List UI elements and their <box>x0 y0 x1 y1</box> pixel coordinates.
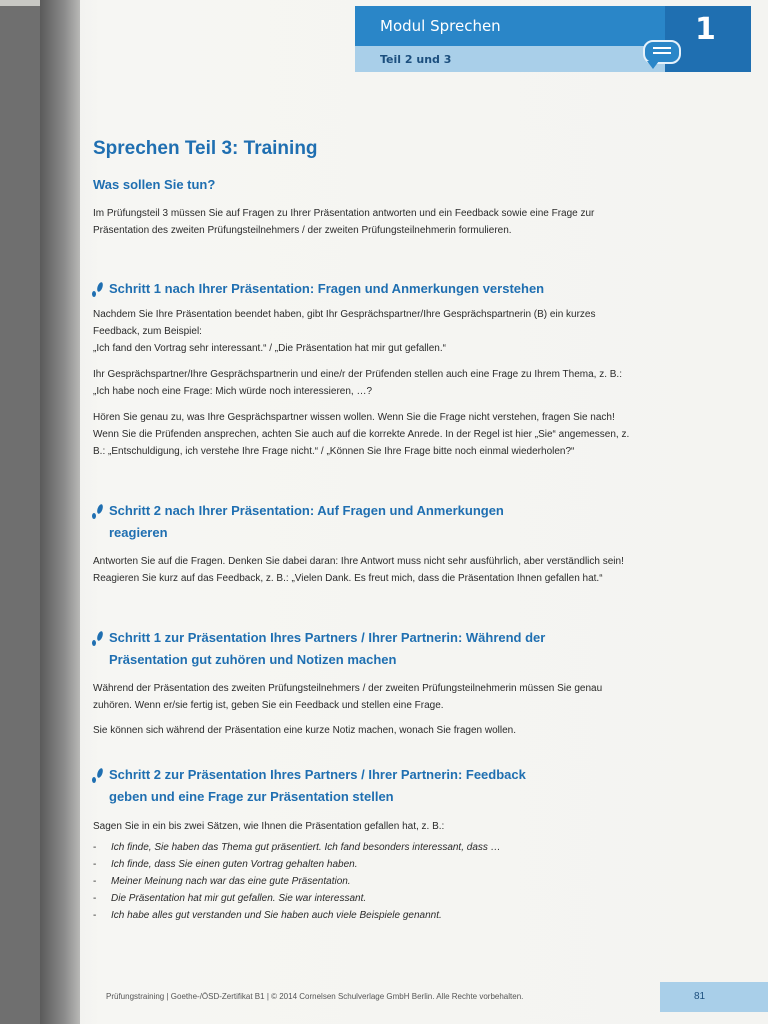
page-number: 81 <box>694 991 706 1002</box>
step-heading <box>93 764 633 808</box>
section-subheading: Was sollen Sie tun? <box>93 177 216 192</box>
list-item: - Ich finde, dass Sie einen guten Vortrag gehalten haben. <box>93 856 501 873</box>
footprint-icon <box>89 766 105 784</box>
step-heading <box>93 627 633 671</box>
step-heading <box>93 278 633 300</box>
module-title: Modul Sprechen <box>380 17 501 35</box>
step-heading-text: Schritt 1 nach Ihrer Präsentation: Fragen und Anmerkungen verstehen <box>109 281 545 296</box>
list-item: - Ich habe alles gut verstanden und Sie haben auch viele Beispiele genannt. <box>93 907 501 924</box>
example-list <box>93 839 501 924</box>
page-gutter-shadow <box>40 0 80 1024</box>
list-item: - Die Präsentation hat mir gut gefallen. Sie war interessant. <box>93 890 501 907</box>
page-footer: Prüfungstraining | Goethe-/ÖSD-Zertifikat B1 | © 2014 Cornelsen Schulverlage GmbH Berlin. Alle Rechte vorbehalten. <box>106 992 524 1001</box>
step-heading-text: geben und eine Frage zur Präsentation stellen <box>109 789 394 804</box>
page-title: Sprechen Teil 3: Training <box>93 138 318 159</box>
step-heading-text: Schritt 2 nach Ihrer Präsentation: Auf Fragen und Anmerkungen <box>109 503 504 518</box>
step-paragraph: Hören Sie genau zu, was Ihre Gesprächspartner wissen wollen. Wenn Sie die Frage nicht verstehen, fragen Sie nach! Wenn Sie die Prüfenden ansprechen, achten Sie auch auf die korrekte Anrede. In der Regel ist hier „Sie“ angemessen, z. B.: „Entschuldigung, ich verstehe Ihre Frage nicht.“ / „Können Sie Ihre Frage bitte noch einmal wiederholen?“ <box>93 412 630 457</box>
step-heading-text: Schritt 1 zur Präsentation Ihres Partners / Ihrer Partnerin: Während der <box>109 630 546 645</box>
speech-bubble-icon <box>643 40 681 64</box>
step-heading-text: Präsentation gut zuhören und Notizen machen <box>109 652 397 667</box>
list-item: - Ich finde, Sie haben das Thema gut präsentiert. Ich fand besonders interessant, dass … <box>93 839 501 856</box>
footprint-icon <box>89 280 105 298</box>
module-sub-label: Teil 2 und 3 <box>380 52 452 66</box>
footprint-icon <box>89 502 105 520</box>
step-paragraph: Sagen Sie in ein bis zwei Sätzen, wie Ihnen die Präsentation gefallen hat, z. B.: <box>93 821 445 832</box>
step-heading-text: Schritt 2 zur Präsentation Ihres Partners / Ihrer Partnerin: Feedback <box>109 767 526 782</box>
module-number-box <box>665 6 751 72</box>
step-heading-text: reagieren <box>109 525 168 540</box>
step-paragraph: Ihr Gesprächspartner/Ihre Gesprächspartnerin und eine/r der Prüfenden stellen auch eine Frage zu Ihrem Thema, z. B.: „Ich habe noch eine Frage: Mich würde noch interessieren, …? <box>93 369 622 397</box>
step-paragraph: Antworten Sie auf die Fragen. Denken Sie dabei daran: Ihre Antwort muss nicht sehr ausführlich, aber verständlich sein! Reagieren Sie kurz auf das Feedback, z. B.: „Vielen Dank. Es freut mich, dass die Präsentation Ihnen gefallen hat.“ <box>93 556 624 584</box>
module-subtab <box>355 46 665 72</box>
list-item: - Meiner Meinung nach war das eine gute Präsentation. <box>93 873 501 890</box>
page-number-box <box>660 982 768 1012</box>
footprint-icon <box>89 629 105 647</box>
step-paragraph: Sie können sich während der Präsentation eine kurze Notiz machen, wonach Sie fragen wollen. <box>93 725 517 736</box>
step-heading <box>93 500 633 544</box>
step-paragraph: Nachdem Sie Ihre Präsentation beendet haben, gibt Ihr Gesprächspartner/Ihre Gesprächspartnerin (B) ein kurzes Feedback, zum Beispiel: <box>93 309 596 337</box>
intro-paragraph: Im Prüfungsteil 3 müssen Sie auf Fragen zu Ihrer Präsentation antworten und ein Feedback sowie eine Frage zur Präsentation des zweiten Prüfungsteilnehmers / der zweiten Prüfungsteilnehmerin formulieren. <box>93 208 595 236</box>
module-tab <box>355 6 665 46</box>
step-paragraph: Während der Präsentation des zweiten Prüfungsteilnehmers / der zweiten Prüfungsteilnehmerin müssen Sie genau zuhören. Wenn er/sie fertig ist, geben Sie ein Feedback und stellen eine Frage. <box>93 683 603 711</box>
module-number: 1 <box>695 12 716 47</box>
step-paragraph: „Ich fand den Vortrag sehr interessant.“ / „Die Präsentation hat mir gut gefallen.“ <box>93 343 446 354</box>
